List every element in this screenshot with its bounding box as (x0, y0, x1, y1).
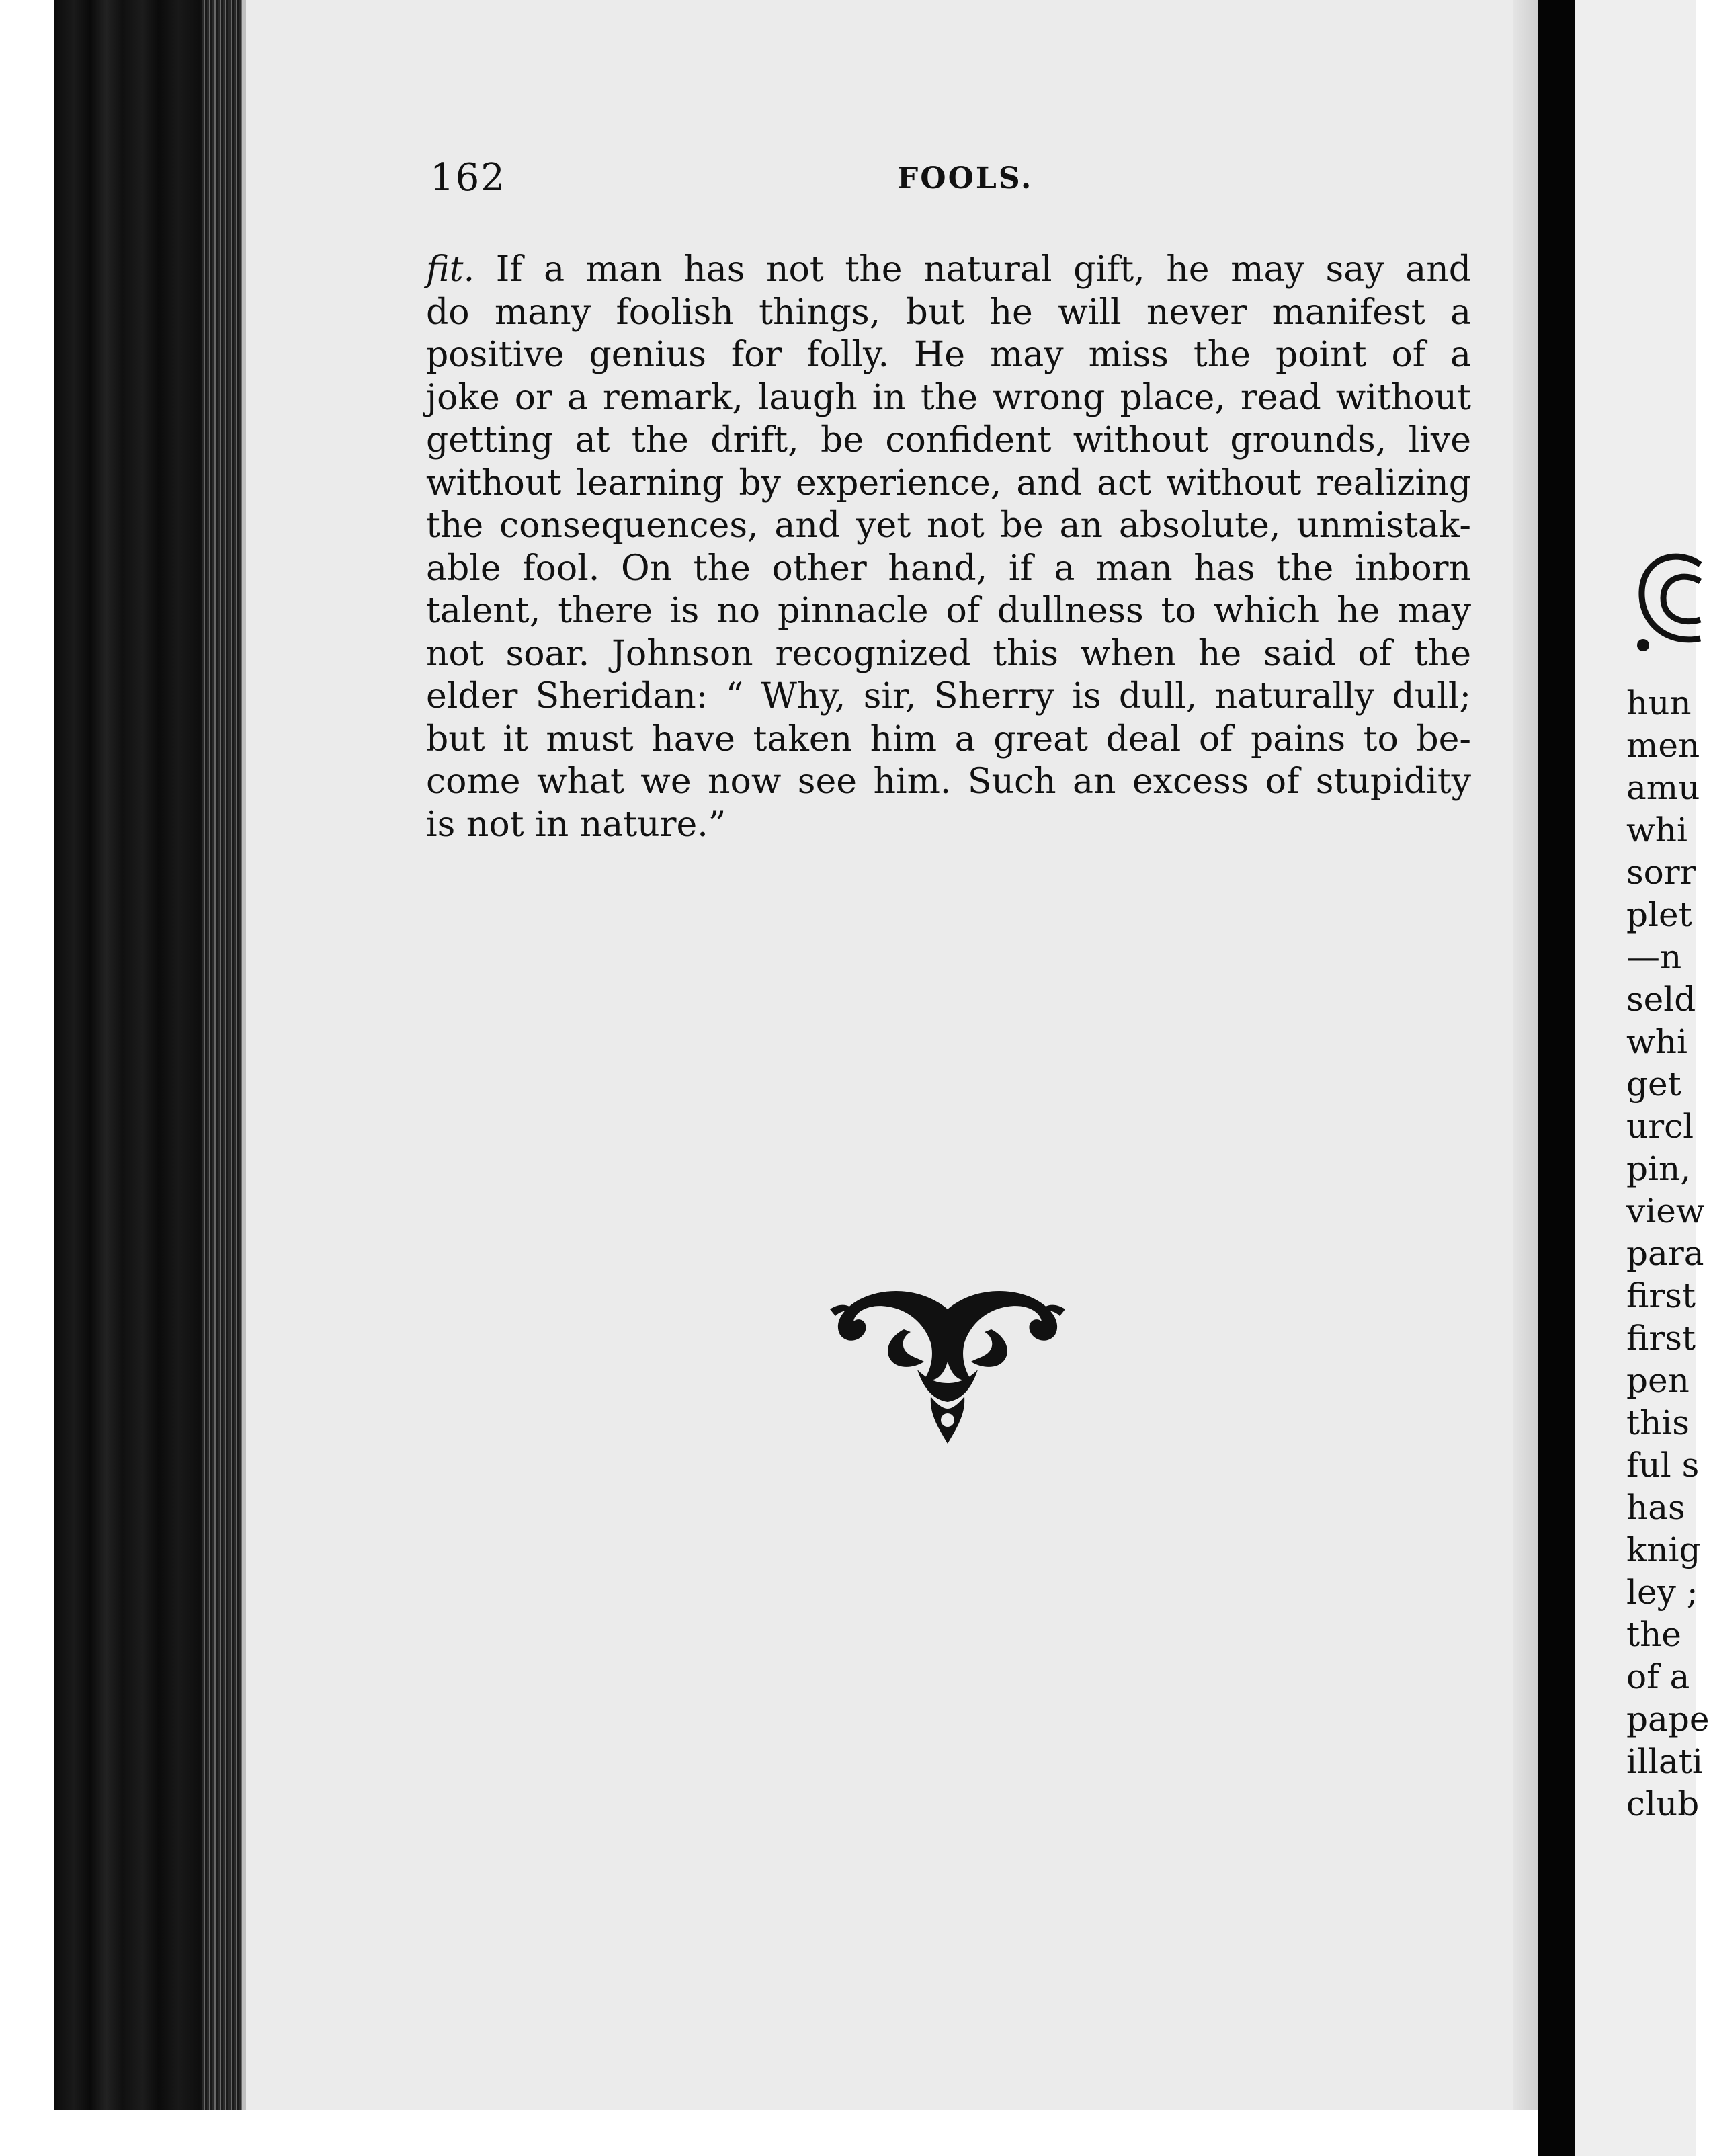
text-line (426, 718, 1471, 761)
text-line-content: but it must have taken him a great deal of pains to be- (426, 718, 1471, 759)
text-line-content: without learning by experience, and act without realizing (426, 462, 1471, 503)
text-line (426, 419, 1471, 462)
text-line (426, 249, 1471, 292)
text-line-content: getting at the drift, be confident without grounds, live (426, 420, 1471, 460)
italic-lead-word: fit. (426, 249, 475, 290)
text-line (426, 462, 1471, 505)
next-page-fragment: urcl (1626, 1107, 1694, 1146)
next-page-fragment: this (1626, 1403, 1690, 1442)
next-page-fragment: get (1626, 1065, 1681, 1104)
next-page-fragment: illati (1626, 1742, 1703, 1781)
next-page-fragment: amu (1626, 768, 1700, 807)
next-page-fragment: hun (1626, 683, 1692, 722)
running-head (430, 156, 1472, 210)
text-line-content: joke or a remark, laugh in the wrong place, read without (426, 377, 1471, 418)
scan-bottom-margin (54, 2110, 1538, 2156)
text-line (426, 633, 1471, 676)
next-page-fragment: has (1626, 1488, 1685, 1527)
text-line (426, 334, 1471, 377)
next-page-fragment: view (1626, 1192, 1705, 1231)
next-page-fragment: pen (1626, 1361, 1690, 1400)
next-page-dropcap (1630, 544, 1704, 659)
next-page-text (1626, 682, 1709, 1825)
next-page-fragment: whi (1626, 811, 1687, 849)
next-page-fragment: club (1626, 1784, 1700, 1823)
body-text (426, 249, 1471, 846)
text-line (426, 761, 1471, 804)
text-line-content: is not in nature.” (426, 804, 726, 845)
next-page-fragment: whi (1626, 1022, 1687, 1061)
text-line-content: not soar. Johnson recognized this when he said of the (426, 633, 1471, 674)
next-page-fragment: of a (1626, 1657, 1690, 1696)
next-page-fragment: men (1626, 726, 1700, 765)
next-page-fragment: ful s (1626, 1446, 1700, 1485)
text-line-content: talent, there is no pinnacle of dullness to which he may (426, 591, 1471, 631)
text-line-content: able fool. On the other hand, if a man has the inborn (426, 548, 1471, 589)
text-line-content: elder Sheridan: “ Why, sir, Sherry is dull, naturally dull; (426, 676, 1471, 716)
text-line-content: If a man has not the natural gift, he may say and (474, 249, 1471, 290)
text-line (426, 505, 1471, 548)
text-line-content: come what we now see him. Such an excess of stupidity (426, 761, 1471, 802)
page-stack-edge (202, 0, 242, 2110)
page-shadow (1513, 0, 1538, 2110)
next-page-fragment: pape (1626, 1700, 1709, 1739)
next-page-fragment: seld (1626, 980, 1696, 1019)
book-gutter (1538, 0, 1575, 2156)
text-line (426, 548, 1471, 591)
next-page-fragment: pin, (1626, 1149, 1692, 1188)
fleuron-ornament (823, 1282, 1072, 1450)
next-page-fragment: ley ; (1626, 1573, 1698, 1612)
page-number: 162 (430, 156, 506, 200)
next-page-fragment: the (1626, 1615, 1681, 1654)
next-page-fragment: sorr (1626, 853, 1696, 892)
text-line (426, 675, 1471, 718)
running-title: FOOLS. (897, 161, 1034, 196)
text-line (426, 292, 1471, 335)
scan-margin (0, 0, 54, 2156)
text-line (426, 377, 1471, 420)
next-page-fragment: plet (1626, 895, 1692, 934)
next-page-fragment: —n (1626, 938, 1682, 977)
next-page-fragment: knig (1626, 1530, 1701, 1569)
text-line (426, 590, 1471, 633)
text-line-content: positive genius for folly. He may miss the point of a (426, 335, 1471, 375)
text-line-content: the consequences, and yet not be an absolute, unmistak- (426, 505, 1471, 546)
next-page-fragment: first (1626, 1319, 1696, 1358)
text-line (426, 804, 1471, 847)
next-page-fragment: first (1626, 1276, 1696, 1315)
next-page-fragment: para (1626, 1234, 1704, 1273)
text-line-content: do many foolish things, but he will never manifest a (426, 292, 1471, 333)
